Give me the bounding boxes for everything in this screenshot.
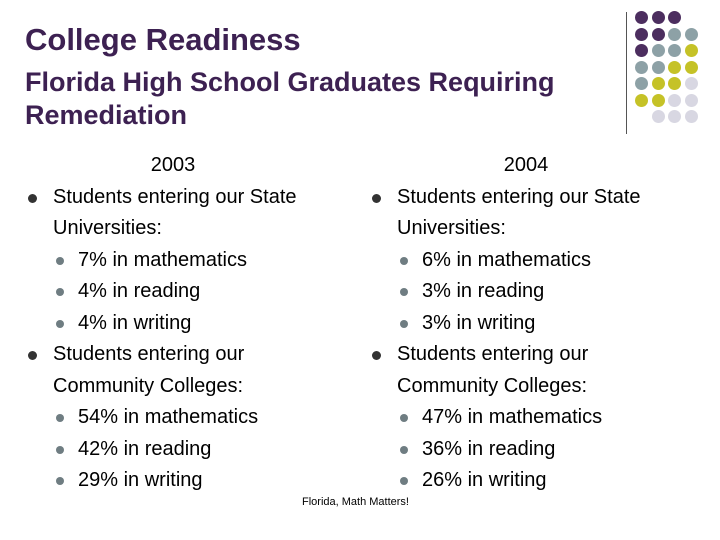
- group-label: Community Colleges:: [53, 374, 244, 397]
- bullet-icon: [56, 446, 64, 454]
- bullet-icon: [372, 194, 381, 203]
- decorative-dot: [685, 77, 698, 90]
- decorative-dot: [635, 77, 648, 90]
- decorative-dot: [652, 94, 665, 107]
- bullet-icon: [56, 288, 64, 296]
- decorative-dot: [635, 28, 648, 41]
- decorative-dot: [652, 110, 665, 123]
- decorative-dot: [668, 77, 681, 90]
- item-text: 6% in mathematics: [422, 248, 591, 271]
- list-item: [372, 245, 672, 277]
- item-text: 36% in reading: [422, 437, 556, 460]
- decorative-dot: [652, 61, 665, 74]
- list-item: [372, 308, 672, 340]
- decorative-dot: [685, 28, 698, 41]
- group-label: Students entering our State: [397, 185, 641, 208]
- list-item: [28, 182, 328, 245]
- decorative-dot: [685, 44, 698, 57]
- decorative-dot: [685, 110, 698, 123]
- year-heading: 2003: [150, 154, 196, 176]
- decorative-dot: [652, 28, 665, 41]
- decorative-dot: [652, 44, 665, 57]
- item-text: 3% in reading: [422, 280, 545, 302]
- bullet-icon: [400, 288, 408, 296]
- bullet-icon: [56, 477, 64, 485]
- bullet-icon: [28, 194, 37, 203]
- decorative-dot: [685, 61, 698, 74]
- page-subtitle: Florida High School Graduates Requiring Remediation: [25, 67, 555, 130]
- item-text: 26% in writing: [422, 469, 547, 491]
- list-item: [372, 465, 672, 497]
- column-2004: [372, 150, 672, 497]
- bullet-icon: [400, 477, 408, 485]
- group-label: Students entering our: [53, 343, 245, 365]
- list-item: [28, 434, 328, 466]
- decorative-dot: [652, 77, 665, 90]
- group-label: Universities:: [53, 217, 162, 239]
- item-text: 29% in writing: [78, 469, 203, 491]
- decorative-dot: [668, 94, 681, 107]
- list-item: [28, 339, 328, 402]
- list-item: [372, 276, 672, 308]
- item-text: 3% in writing: [422, 311, 536, 334]
- item-text: 4% in reading: [78, 280, 201, 302]
- bullet-icon: [28, 351, 37, 360]
- footer-note: Florida, Math Matters!: [302, 496, 409, 508]
- decorative-dot: [635, 94, 648, 107]
- list-item: [28, 465, 328, 497]
- list-item: [28, 402, 328, 434]
- decorative-dot: [652, 11, 665, 24]
- year-heading: 2004: [503, 154, 549, 176]
- item-text: 42% in reading: [78, 437, 212, 460]
- decorative-dot: [668, 61, 681, 74]
- list-item: [372, 434, 672, 466]
- bullet-icon: [400, 257, 408, 265]
- column-2003: [28, 150, 328, 497]
- decorative-dot: [635, 11, 648, 24]
- bullet-icon: [400, 414, 408, 422]
- group-label: Students entering our State: [53, 185, 297, 208]
- bullet-icon: [56, 257, 64, 265]
- list-item: [28, 308, 328, 340]
- bullet-icon: [400, 320, 408, 328]
- list-item: [28, 245, 328, 277]
- bullet-icon: [400, 446, 408, 454]
- page-title: College Readiness: [25, 22, 301, 57]
- bullet-icon: [56, 414, 64, 422]
- list-item: [372, 339, 672, 402]
- item-text: 54% in mathematics: [78, 406, 259, 428]
- bullet-icon: [372, 351, 381, 360]
- decorative-dot: [668, 110, 681, 123]
- bullet-icon: [56, 320, 64, 328]
- list-item: [372, 182, 672, 245]
- group-label: Students entering our: [397, 343, 589, 365]
- decorative-dot: [635, 44, 648, 57]
- decorative-dot: [635, 61, 648, 74]
- decorative-dot: [668, 11, 681, 24]
- item-text: 47% in mathematics: [422, 406, 603, 428]
- vertical-divider: [626, 12, 627, 134]
- item-text: 4% in writing: [78, 311, 192, 334]
- decorative-dot: [668, 28, 681, 41]
- decorative-dot: [685, 94, 698, 107]
- group-label: Community Colleges:: [397, 374, 588, 397]
- group-label: Universities:: [397, 217, 506, 239]
- list-item: [372, 402, 672, 434]
- list-item: [28, 276, 328, 308]
- decorative-dot: [668, 44, 681, 57]
- item-text: 7% in mathematics: [78, 248, 247, 271]
